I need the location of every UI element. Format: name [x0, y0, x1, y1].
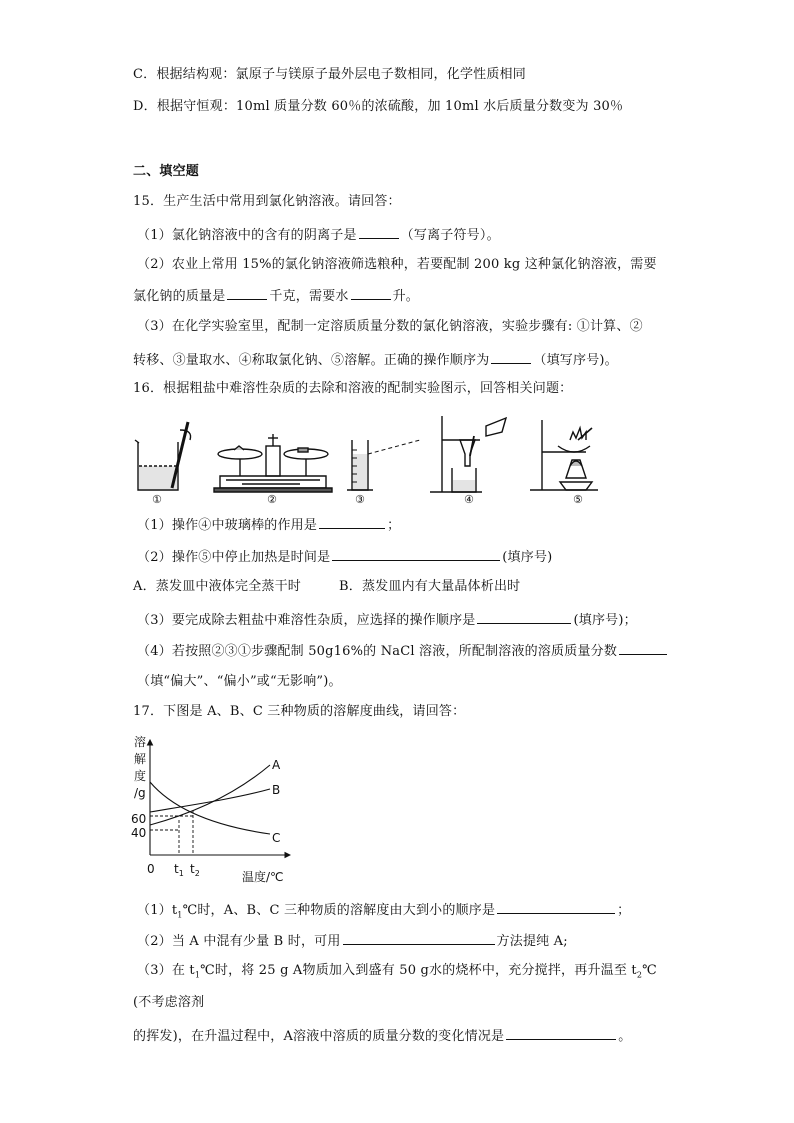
y-label-char-3: 度: [134, 769, 147, 783]
q16-options: [133, 578, 520, 596]
answer-blank[interactable]: [332, 547, 500, 561]
q14-option-c: C．根据结构观：氯原子与镁原子最外层电子数相同，化学性质相同: [133, 67, 526, 82]
balance-scale-icon: [214, 434, 332, 492]
q17-part1: [137, 900, 630, 925]
q16-part2-text-a: （2）操作⑤中停止加热是时间是: [137, 550, 331, 565]
q15-part1: [137, 225, 500, 245]
q16-part4-line1: [137, 641, 669, 661]
q17-part2-text-b: 方法提纯 A;: [496, 934, 568, 949]
answer-blank[interactable]: [619, 641, 667, 655]
section-title: 二、填空题: [133, 164, 200, 179]
q16-part1-text-b: ；: [387, 518, 401, 533]
answer-blank[interactable]: [227, 286, 267, 300]
q15-part2-text-d: 升。: [392, 289, 420, 304]
evaporation-setup-icon: [530, 420, 598, 490]
q16-part1-text-a: （1）操作④中玻璃棒的作用是: [137, 518, 318, 533]
q15-part2-line2: [133, 286, 419, 306]
x-tick-t1: $t_1$: [174, 862, 184, 878]
series-label-B: B: [272, 783, 281, 797]
q17-part3-line3: [133, 1026, 631, 1046]
x-tick-t2: $t_2$: [190, 862, 200, 878]
graduated-cylinder-icon: [347, 440, 420, 490]
q16-part3: [137, 610, 637, 630]
answer-blank[interactable]: [359, 225, 399, 239]
q15-part1-text-a: （1）氯化钠溶液中的含有的阴离子是: [137, 228, 357, 243]
q14-option-d: D．根据守恒观：10ml 质量分数 60％的浓硫酸，加 10ml 水后质量分数变为 30％: [133, 99, 624, 114]
figure-label-5: ⑤: [573, 493, 583, 505]
figure-label-3: ③: [355, 493, 365, 505]
curve-C: [150, 782, 270, 834]
q15-part3-line2: [133, 350, 618, 370]
answer-blank[interactable]: [497, 900, 615, 914]
q15-part2-text-c: 千克，需要水: [269, 289, 349, 304]
q15-part3-text-b: 转移、③量取水、④称取氯化钠、⑤溶解。正确的操作顺序为: [133, 353, 490, 368]
q16-stem: 16．根据粗盐中难溶性杂质的去除和溶液的配制实验图示，回答相关问题：: [133, 381, 573, 396]
q17-part3-text-b: ℃时，将 25 g A物质加入到盛有 50 g水的烧杯中，充分搅拌，再升温至 t: [200, 963, 637, 978]
y-label-char-4: /g: [134, 786, 146, 800]
q16-part2: [137, 547, 552, 567]
figure-label-1: ①: [152, 493, 162, 505]
q17-part2: [137, 931, 568, 951]
q15-part1-text-b: （写离子符号）。: [400, 228, 500, 243]
q15-part2-line1: （2）农业上常用 15%的氯化钠溶液筛选粮种，若要配制 200 kg 这种氯化钠溶液，需要: [137, 257, 657, 272]
q17-part1-text-c: ；: [617, 903, 631, 918]
y-tick-40: 40: [131, 826, 147, 840]
x-axis-label: 温度/℃: [242, 870, 284, 884]
q17-part3-text-e: 的挥发)，在升温过程中，A溶液中溶质的质量分数的变化情况是: [133, 1029, 505, 1044]
q17-part3-text-a: （3）在 t: [137, 963, 195, 978]
solubility-chart: [128, 730, 308, 888]
answer-blank[interactable]: [477, 610, 571, 624]
answer-blank[interactable]: [491, 350, 531, 364]
y-label-char-1: 溶: [134, 735, 147, 749]
q17-part1-text-b: ℃时，A、B、C 三种物质的溶解度由大到小的顺序是: [182, 903, 496, 918]
q17-part3-text-f: 。: [618, 1029, 632, 1044]
q15-part3-line1: （3）在化学实验室里，配制一定溶质质量分数的氯化钠溶液，实验步骤有: ①计算、②: [137, 319, 643, 334]
q17-part2-text-a: （2）当 A 中混有少量 B 时，可用: [137, 934, 341, 949]
filtration-setup-icon: [430, 416, 506, 492]
answer-blank[interactable]: [319, 515, 385, 529]
origin-label: 0: [147, 862, 155, 876]
lab-apparatus-figure: [130, 410, 630, 505]
beaker-stirring-icon: [135, 422, 191, 490]
q16-option-a: A．蒸发皿中液体完全蒸干时: [133, 579, 301, 594]
q17-part3-text-c: ℃: [642, 963, 657, 978]
curve-B: [150, 789, 270, 812]
q17-part3-line2: (不考虑溶剂: [133, 995, 205, 1010]
y-label-char-2: 解: [134, 752, 147, 766]
figure-label-4: ④: [464, 493, 474, 505]
q16-part4-line2: （填“偏大”、“偏小”或“无影响”)。: [137, 674, 342, 689]
subscript: 1: [177, 910, 183, 920]
q16-part2-text-b: (填序号): [502, 550, 553, 565]
q16-part1: [137, 515, 400, 535]
answer-blank[interactable]: [506, 1026, 616, 1040]
q15-part3-text-c: （填写序号)。: [533, 353, 618, 368]
subscript: 2: [636, 970, 643, 980]
q17-stem: 17．下图是 A、B、C 三种物质的溶解度曲线，请回答：: [133, 704, 466, 719]
q16-part4-text-a: （4）若按照②③①步骤配制 50g16%的 NaCl 溶液，所配制溶液的溶质质量分数: [137, 644, 618, 659]
series-label-A: A: [272, 758, 281, 772]
q16-part3-text-a: （3）要完成除去粗盐中难溶性杂质，应选择的操作顺序是: [137, 613, 476, 628]
q15-part2-text-b: 氯化钠的质量是: [133, 289, 226, 304]
y-tick-60: 60: [131, 812, 147, 826]
q15-stem: 15．生产生活中常用到氯化钠溶液。请回答：: [133, 194, 401, 209]
q16-part3-text-b: (填序号)；: [573, 613, 637, 628]
q17-part1-text-a: （1）t: [137, 903, 178, 918]
q17-part3-line1: [137, 962, 657, 985]
series-label-C: C: [272, 831, 281, 845]
answer-blank[interactable]: [343, 931, 495, 945]
answer-blank[interactable]: [351, 286, 391, 300]
subscript: 1: [194, 970, 201, 980]
figure-label-2: ②: [267, 493, 277, 505]
q16-option-b: B．蒸发皿内有大量晶体析出时: [339, 579, 521, 594]
